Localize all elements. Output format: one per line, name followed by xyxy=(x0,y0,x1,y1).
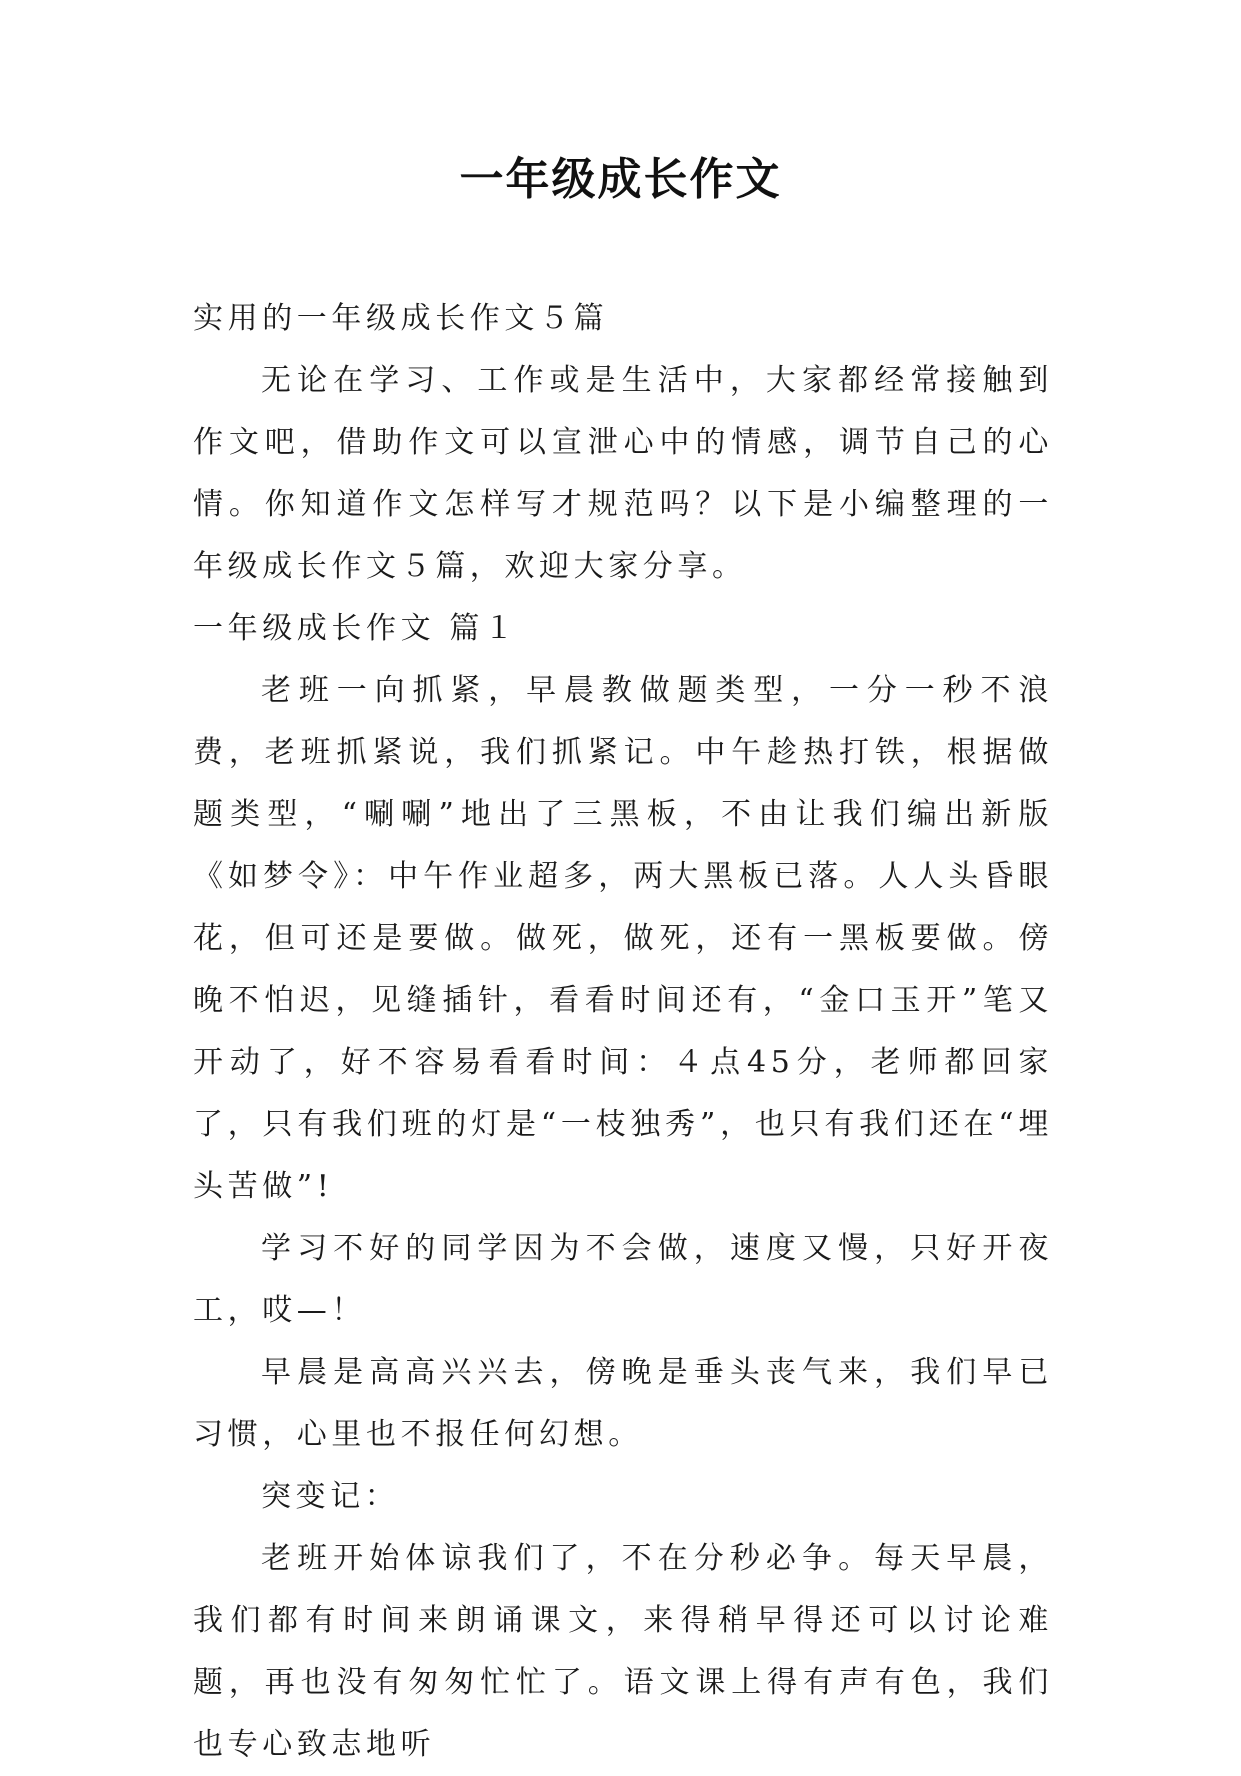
body-paragraph: 老班一向抓紧，早晨教做题类型，一分一秒不浪费，老班抓紧说，我们抓紧记。中午趁热打铁，根据做题类型，“唰唰”地出了三黑板，不由让我们编出新版《如梦令》：中午作业超多，两大黑板已落。人人头昏眼花，但可还是要做。做死，做死，还有一黑板要做。傍晚不怕迟，见缝插针，看看时间还有，“金口玉开”笔又开动了，好不容易看看时间：４点45分，老师都回家了，只有我们班的灯是“一枝独秀”，也只有我们还在“埋头苦做”! xyxy=(193,673,1053,1204)
intro-paragraph: 无论在学习、工作或是生活中，大家都经常接触到作文吧，借助作文可以宣泄心中的情感，调节自己的心情。你知道作文怎样写才规范吗？以下是小编整理的一年级成长作文５篇，欢迎大家分享。 xyxy=(193,363,1053,584)
section-heading: 一年级成长作文 篇１ xyxy=(193,611,519,646)
body-paragraph: 早晨是高高兴兴去，傍晚是垂头丧气来，我们早已习惯，心里也不报任何幻想。 xyxy=(193,1355,1053,1452)
body-paragraph: 突变记： xyxy=(261,1479,400,1514)
body-paragraph: 学习不好的同学因为不会做，速度又慢，只好开夜工，哎—！ xyxy=(193,1231,1053,1328)
document-subtitle: 实用的一年级成长作文５篇 xyxy=(193,301,609,336)
body-paragraph: 老班开始体谅我们了，不在分秒必争。每天早晨，我们都有时间来朗诵课文，来得稍早得还可以讨论难题，再也没有匆匆忙忙了。语文课上得有声有色，我们也专心致志地听 xyxy=(193,1541,1053,1762)
document-body xyxy=(193,288,1053,1776)
document-title: 一年级成长作文 xyxy=(459,154,782,205)
